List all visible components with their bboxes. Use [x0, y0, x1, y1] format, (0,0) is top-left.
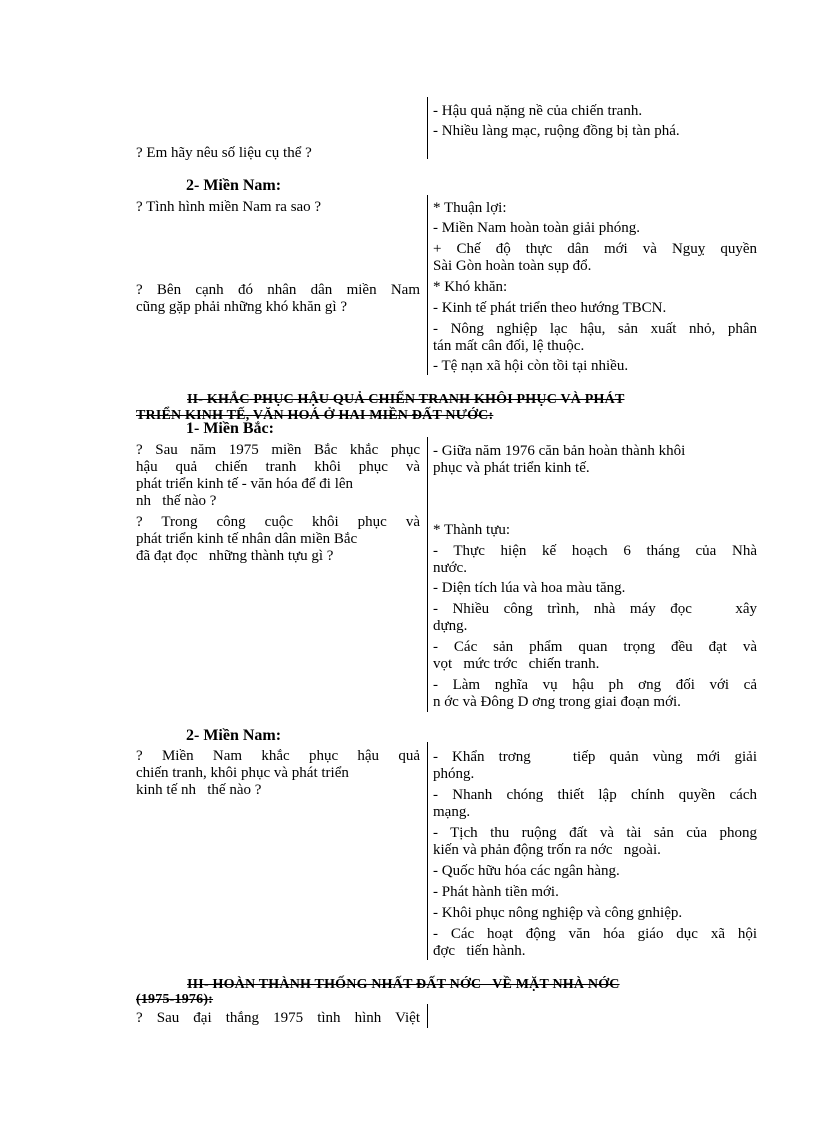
- answer-line: - Diện tích lúa và hoa màu tăng.: [433, 580, 626, 596]
- answer-line: kiến và phản động trốn ra nớc ngoài.: [433, 842, 661, 858]
- question: ? Trong công cuộc khôi phục và: [136, 514, 420, 530]
- answer-line: đợc tiến hành.: [433, 943, 526, 959]
- answer-line: n ớc và Đông D ơng trong giai đoạn mới.: [433, 694, 681, 710]
- question: phát triển kinh tế nhân dân miền Bắc: [136, 531, 358, 547]
- question: ? Sau năm 1975 miền Bắc khắc phục: [136, 442, 420, 458]
- answer-line: dựng.: [433, 618, 468, 634]
- question: chiến tranh, khôi phục và phát triển: [136, 765, 349, 781]
- divider: [427, 97, 428, 159]
- question: ? Bên cạnh đó nhân dân miền Nam: [136, 282, 420, 298]
- answer-line: * Khó khăn:: [433, 279, 508, 295]
- subheading: 2- Miền Nam:: [186, 727, 282, 744]
- question: cũng gặp phải những khó khăn gì ?: [136, 299, 348, 315]
- question: ? Sau đại thắng 1975 tình hình Việt: [136, 1010, 420, 1026]
- answer-line: - Các sản phẩm quan trọng đều đạt và: [433, 639, 757, 655]
- section-title: TRIỂN KINH TẾ, VĂN HOÁ Ở HAI MIỀN ĐẤT NƯỚC:: [136, 408, 494, 423]
- question: ? Miền Nam khắc phục hậu quả: [136, 748, 420, 764]
- question: kinh tế nh thế nào ?: [136, 782, 262, 798]
- answer-line: vọt mức trớc chiến tranh.: [433, 656, 600, 672]
- question: hậu quả chiến tranh khôi phục và: [136, 459, 420, 475]
- answer-line: - Tịch thu ruộng đất và tài sản của phong: [433, 825, 757, 841]
- answer-line: - Kinh tế phát triển theo hướng TBCN.: [433, 300, 667, 316]
- answer-line: * Thuận lợi:: [433, 200, 507, 216]
- answer-line: tán mất cân đối, lệ thuộc.: [433, 338, 585, 354]
- section-title: III- HOÀN THÀNH THỐNG NHẤT ĐẤT NỚC VỀ MẶT NHÀ NỚC: [187, 977, 620, 992]
- answer-line: - Miền Nam hoàn toàn giải phóng.: [433, 220, 641, 236]
- answer-line: - Hậu quả nặng nề của chiến tranh.: [433, 103, 643, 119]
- answer-line: - Quốc hữu hóa các ngân hàng.: [433, 863, 620, 879]
- answer-line: - Giữa năm 1976 căn bản hoàn thành khôi: [433, 443, 686, 459]
- answer-line: - Nhiều công trình, nhà máy đọc xây: [433, 601, 757, 617]
- divider: [427, 1004, 428, 1028]
- answer-line: - Làm nghĩa vụ hậu ph ơng đối với cả: [433, 677, 757, 693]
- divider: [427, 742, 428, 960]
- answer-line: - Khôi phục nông nghiệp và công gnhiệp.: [433, 905, 683, 921]
- answer-line: - Các hoạt động văn hóa giáo dục xã hội: [433, 926, 757, 942]
- answer-line: - Khẩn trơng tiếp quản vùng mới giải: [433, 749, 757, 765]
- section-title: (1975-1976):: [136, 992, 214, 1007]
- question: ? Tình hình miền Nam ra sao ?: [136, 199, 322, 215]
- question: đã đạt đọc những thành tựu gì ?: [136, 548, 334, 564]
- subheading: 1- Miền Bắc:: [186, 420, 274, 437]
- answer-line: phóng.: [433, 766, 475, 782]
- answer-line: + Chế độ thực dân mới và Nguỵ quyền: [433, 241, 757, 257]
- answer-line: phục và phát triển kinh tế.: [433, 460, 590, 476]
- answer-line: - Nhanh chóng thiết lập chính quyền cách: [433, 787, 757, 803]
- section-title: II- KHẮC PHỤC HẬU QUẢ CHIẾN TRANH KHÔI PHỤC VÀ PHÁT: [187, 392, 625, 407]
- answer-line: nước.: [433, 560, 467, 576]
- answer-line: - Nông nghiệp lạc hậu, sản xuất nhỏ, phân: [433, 321, 757, 337]
- divider: [427, 437, 428, 712]
- answer-line: Sài Gòn hoàn toàn sụp đổ.: [433, 258, 592, 274]
- answer-line: - Phát hành tiền mới.: [433, 884, 559, 900]
- question: nh thế nào ?: [136, 493, 217, 509]
- answer-line: - Nhiều làng mạc, ruộng đồng bị tàn phá.: [433, 123, 680, 139]
- answer-line: - Tệ nạn xã hội còn tồi tại nhiều.: [433, 358, 629, 374]
- question: ? Em hãy nêu số liệu cụ thể ?: [136, 145, 312, 161]
- answer-line: * Thành tựu:: [433, 522, 511, 538]
- answer-line: mạng.: [433, 804, 471, 820]
- subheading: 2- Miền Nam:: [186, 177, 282, 194]
- divider: [427, 195, 428, 375]
- question: phát triển kinh tế - văn hóa để đi lên: [136, 476, 354, 492]
- answer-line: - Thực hiện kế hoạch 6 tháng của Nhà: [433, 543, 757, 559]
